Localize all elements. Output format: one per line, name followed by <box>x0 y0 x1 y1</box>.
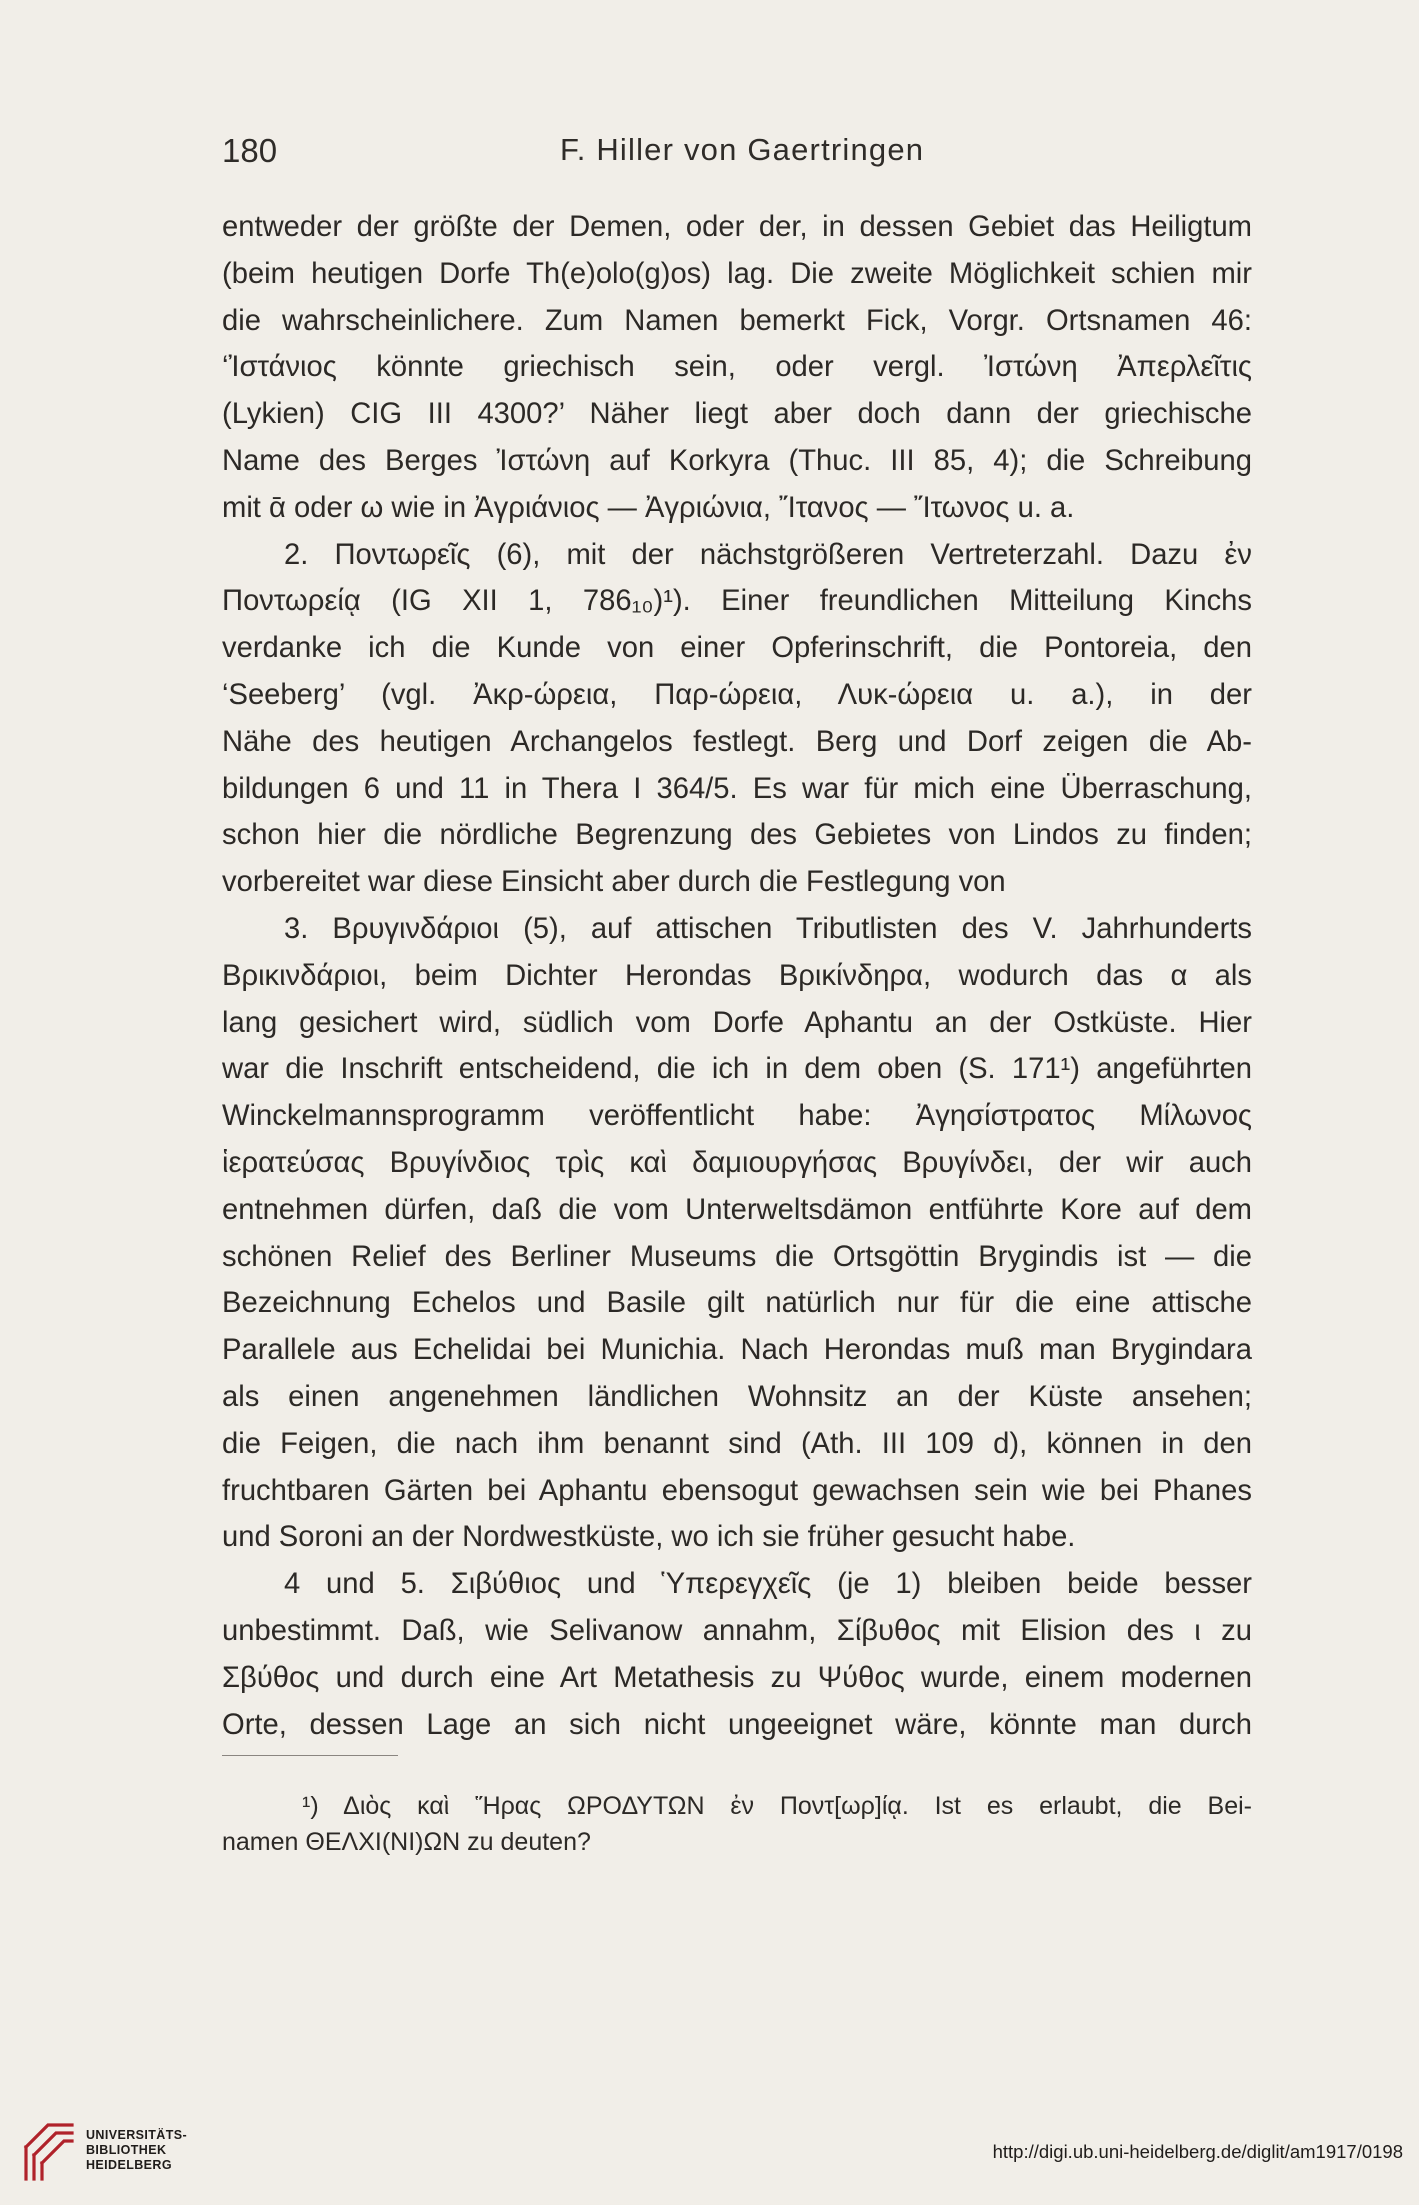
text-line: 3. Βρυγινδάριοι (5), auf attischen Tributlisten des V. Jahrhunderts <box>284 912 1252 945</box>
text-line: vorbereitet war diese Einsicht aber durch die Festlegung von <box>222 866 1006 899</box>
running-title: F. Hiller von Gaertringen <box>560 132 925 167</box>
text-line: entnehmen dürfen, daß die vom Unterweltsdämon entführte Kore auf dem <box>222 1193 1252 1226</box>
permalink-url[interactable]: http://digi.ub.uni-heidelberg.de/diglit/am1917/0198 <box>992 2141 1403 2162</box>
text-line: Σβύθος und durch eine Art Metathesis zu Ψύθος wurde, einem modernen <box>222 1661 1252 1694</box>
text-line: fruchtbaren Gärten bei Aphantu ebensogut gewachsen sein wie bei Phanes <box>222 1474 1252 1507</box>
library-name-line: HEIDELBERG <box>86 2158 172 2172</box>
text-line: entweder der größte der Demen, oder der, in dessen Gebiet das Heiligtum <box>222 211 1252 243</box>
library-name <box>86 2128 187 2173</box>
text-line: schon hier die nördliche Begrenzung des Gebietes von Lindos zu finden; <box>222 819 1252 852</box>
text-line: unbestimmt. Daß, wie Selivanow annahm, Σίβυθος mit Elision des ι zu <box>222 1614 1252 1647</box>
text-line: und Soroni an der Nordwestküste, wo ich sie früher gesucht habe. <box>222 1521 1076 1554</box>
text-line: Name des Berges Ἰστώνη auf Korkyra (Thuc. III 85, 4); die Schreibung <box>222 444 1252 477</box>
text-line: 2. Ποντωρεῖς (6), mit der nächstgrößeren Vertreterzahl. Dazu ἐν <box>284 538 1252 571</box>
text-line: Bezeichnung Echelos und Basile gilt natürlich nur für die eine attische <box>222 1287 1252 1320</box>
text-line: 4 und 5. Σιβύθιος und Ὑπερεγχεῖς (je 1) bleiben beide besser <box>284 1568 1252 1601</box>
text-line: ‘Ἰστάνιος könnte griechisch sein, oder vergl. Ἰστώνη Ἀπερλεῖτις <box>222 351 1252 384</box>
text-line: bildungen 6 und 11 in Thera I 364/5. Es war für mich eine Überraschung, <box>222 772 1252 805</box>
text-line: ἱερατεύσας Βρυγίνδιος τρὶς καὶ δαμιουργήσας Βρυγίνδει, der wir auch <box>222 1146 1252 1179</box>
text-line: lang gesichert wird, südlich vom Dorfe Aphantu an der Ostküste. Hier <box>222 1006 1252 1039</box>
text-line: Nähe des heutigen Archangelos festlegt. Berg und Dorf zeigen die Ab- <box>222 725 1252 758</box>
footnotes <box>222 1788 1252 1860</box>
text-line: (Lykien) CIG III 4300?’ Näher liegt aber doch dann der griechische <box>222 398 1252 431</box>
library-name-line: UNIVERSITÄTS- <box>86 2128 188 2142</box>
text-line: war die Inschrift entscheidend, die ich in dem oben (S. 171¹) angeführten <box>222 1053 1252 1086</box>
text-line: mit ᾱ oder ω wie in Ἀγριάνιος — Ἀγριώνια, Ἴτανος — Ἴτωνος u. a. <box>222 491 1075 524</box>
text-line: verdanke ich die Kunde von einer Opferinschrift, die Pontoreia, den <box>222 632 1252 665</box>
footnote-line: namen ΘΕΛΧΙ(ΝΙ)ΩΝ zu deuten? <box>222 1828 591 1856</box>
text-line: Βρικινδάριοι, beim Dichter Herondas Βρικίνδηρα, wodurch das α als <box>222 959 1252 992</box>
text-line: Orte, dessen Lage an sich nicht ungeeignet wäre, könnte man durch <box>222 1708 1252 1741</box>
text-line: die Feigen, die nach ihm benannt sind (Ath. III 109 d), können in den <box>222 1427 1252 1460</box>
text-line: die wahrscheinlichere. Zum Namen bemerkt Fick, Vorgr. Ortsnamen 46: <box>222 304 1252 337</box>
text-line: Parallele aus Echelidai bei Munichia. Nach Herondas muß man Brygindara <box>222 1334 1252 1367</box>
body-text <box>222 204 1252 1748</box>
paragraph-1-continuation <box>222 204 1252 532</box>
text-line: schönen Relief des Berliner Museums die Ortsgöttin Brygindis ist — die <box>222 1240 1252 1273</box>
paragraph-4-sibythios <box>222 1561 1252 1748</box>
paragraph-3-bryginadarioi <box>222 906 1252 1561</box>
text-line: (beim heutigen Dorfe Th(e)olo(g)os) lag. Die zweite Möglichkeit schien mir <box>222 257 1252 290</box>
text-line: Winckelmannsprogramm veröffentlicht habe: Ἀγησίστρατος Μίλωνος <box>222 1100 1252 1133</box>
running-head <box>222 132 1251 176</box>
footnote-divider <box>222 1755 398 1756</box>
footnote-line: ¹) Διὸς καὶ Ἥρας ΩΡΟΔΥΤΩΝ ἐν Ποντ[ωρ]ίᾳ. Ist es erlaubt, die Bei- <box>302 1792 1252 1820</box>
paragraph-2-pontoreis <box>222 532 1252 906</box>
library-name-line: BIBLIOTHEK <box>86 2143 167 2157</box>
library-logo-icon <box>22 2117 78 2183</box>
text-line: ‘Seeberg’ (vgl. Ἀκρ-ώρεια, Παρ-ώρεια, Λυκ-ώρεια u. a.), in der <box>222 678 1252 711</box>
page-number: 180 <box>222 132 278 169</box>
text-line: als einen angenehmen ländlichen Wohnsitz an der Küste ansehen; <box>222 1380 1252 1413</box>
text-line: Ποντωρείᾳ (IG XII 1, 786₁₀)¹). Einer freundlichen Mitteilung Kinchs <box>222 585 1252 618</box>
